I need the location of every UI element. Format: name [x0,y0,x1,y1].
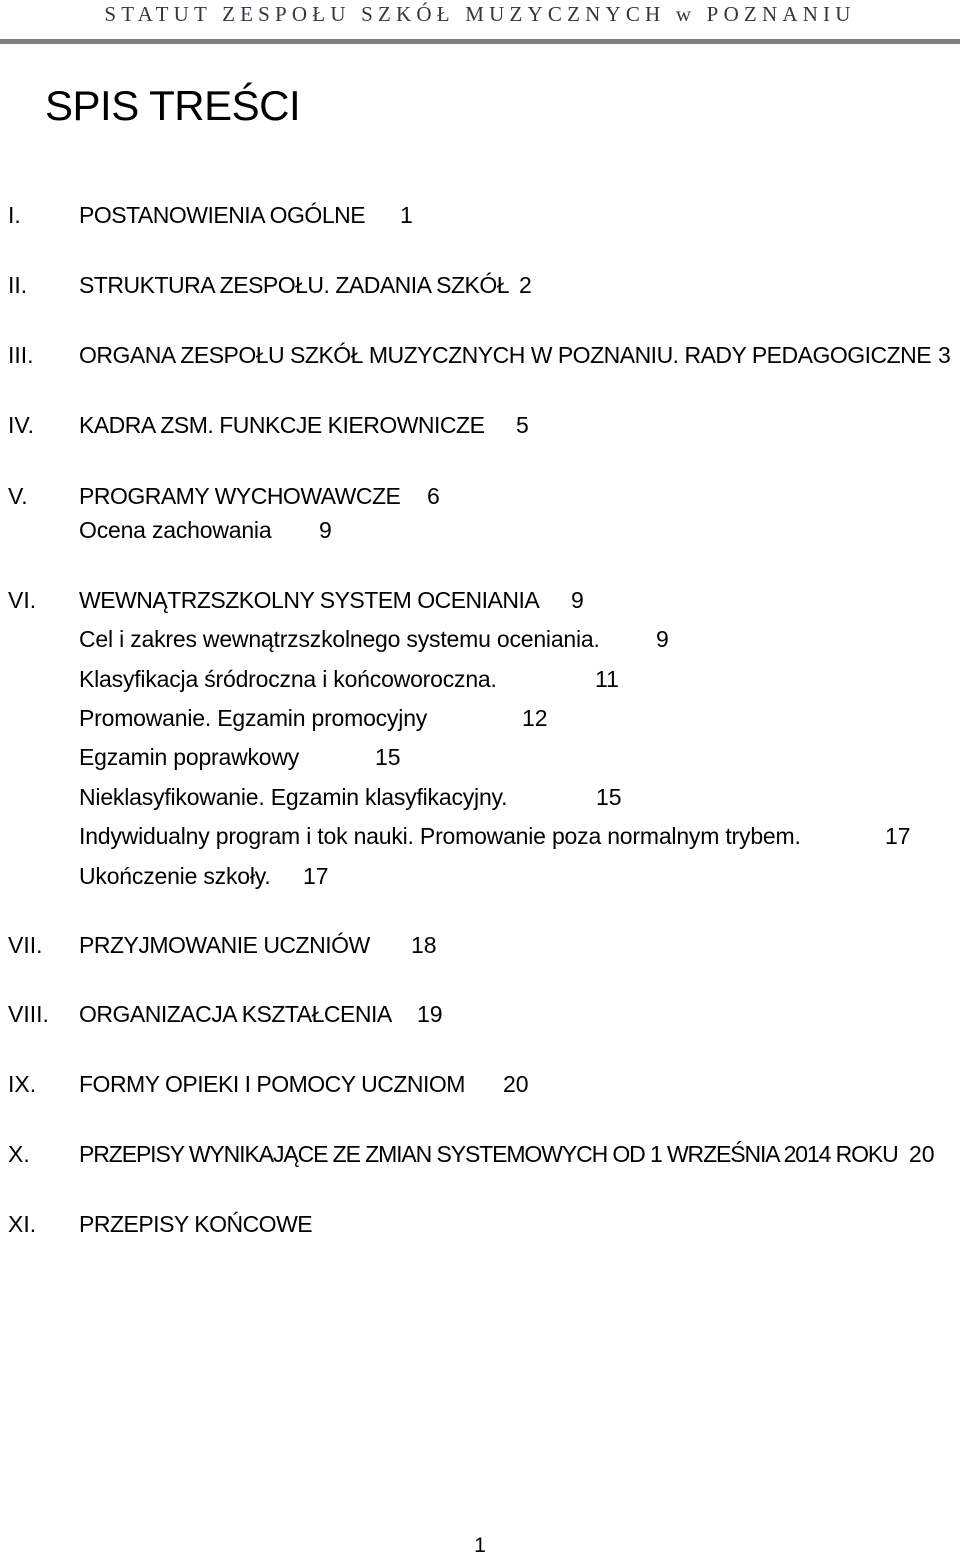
toc-entry-label: FORMY OPIEKI I POMOCY UCZNIOM [79,1071,465,1097]
toc-entry-2[interactable] [0,268,960,302]
toc-entry-label: Indywidualny program i tok nauki. Promowanie poza normalnym trybem. [79,823,801,849]
toc-entry-label: POSTANOWIENIA OGÓLNE [79,202,366,228]
toc-entry-1[interactable] [0,198,960,232]
toc-entry-8[interactable] [0,997,960,1031]
toc-entry-label: ORGANIZACJA KSZTAŁCENIA [79,1001,392,1027]
toc-entry-5[interactable] [0,479,960,513]
toc-entry-page: 6 [427,483,440,509]
running-header: STATUT ZESPOŁU SZKÓŁ MUZYCZNYCH w POZNANIU [104,2,856,26]
toc-entry-page: 9 [656,626,669,652]
toc-entry-label: WEWNĄTRZSZKOLNY SYSTEM OCENIANIA [79,587,540,613]
toc-entry-11[interactable] [0,1207,960,1241]
toc-entry-label: Egzamin poprawkowy [79,744,300,770]
toc-entry-page: 9 [319,517,332,543]
toc-entry-number: III. [8,342,34,368]
toc-entry-page: 20 [909,1141,935,1167]
toc-entry-number: VII. [8,932,43,958]
toc-entry-label: PRZEPISY WYNIKAJĄCE ZE ZMIAN SYSTEMOWYCH OD 1 WRZEŚNIA 2014 ROKU [79,1141,898,1167]
page-title: SPIS TREŚCI [45,82,301,129]
toc-entry-page: 20 [503,1071,529,1097]
toc-entry-4[interactable] [0,408,960,442]
toc-entry-number: IV. [8,412,35,438]
toc-subentry-klasyfikacja[interactable] [0,662,960,696]
toc-entry-page: 12 [522,705,548,731]
toc-entry-page: 18 [411,932,437,958]
toc-subentry-ukonczenie-szkoly[interactable] [0,859,960,893]
toc-entry-page: 11 [595,666,619,692]
toc-entry-number: V. [8,483,28,509]
toc-entry-page: 2 [519,272,532,298]
toc-entry-page: 17 [303,863,329,889]
toc-entry-page: 17 [885,823,911,849]
toc-entry-6[interactable] [0,583,960,617]
toc-subentry-indywidualny-program[interactable] [0,819,960,853]
toc-entry-page: 9 [571,587,584,613]
header-rule [0,39,960,44]
toc-entry-label: Ocena zachowania [79,517,272,543]
toc-subentry-cel-i-zakres[interactable] [0,622,960,656]
toc-entry-number: VIII. [8,1001,49,1027]
toc-subentry-promowanie[interactable] [0,701,960,735]
toc-entry-page: 19 [417,1001,443,1027]
toc-entry-label: STRUKTURA ZESPOŁU. ZADANIA SZKÓŁ [79,272,510,298]
toc-entry-number: X. [8,1141,30,1167]
toc-entry-page: 3 [938,342,951,368]
toc-entry-page: 15 [375,744,401,770]
toc-entry-7[interactable] [0,928,960,962]
toc-entry-page: 1 [400,202,413,228]
toc-entry-label: KADRA ZSM. FUNKCJE KIEROWNICZE [79,412,485,438]
toc-entry-number: IX. [8,1071,37,1097]
toc-subentry-nieklasyfikowanie[interactable] [0,780,960,814]
toc-entry-label: Klasyfikacja śródroczna i końcoworoczna. [79,666,497,692]
toc-entry-page: 15 [596,784,622,810]
toc-entry-label: Promowanie. Egzamin promocyjny [79,705,428,731]
toc-entry-label: PRZYJMOWANIE UCZNIÓW [79,932,370,958]
toc-entry-label: ORGANA ZESPOŁU SZKÓŁ MUZYCZNYCH W POZNANIU. RADY PEDAGOGICZNE [79,342,932,368]
toc-entry-number: VI. [8,587,37,613]
toc-entry-number: I. [8,202,21,228]
toc-subentry-ocena-zachowania[interactable] [0,513,960,547]
toc-entry-label: PROGRAMY WYCHOWAWCZE [79,483,401,509]
toc-entry-number: XI. [8,1211,37,1237]
toc-entry-label: PRZEPISY KOŃCOWE [79,1211,313,1237]
toc-entry-label: Nieklasyfikowanie. Egzamin klasyfikacyjny. [79,784,508,810]
toc-entry-9[interactable] [0,1067,960,1101]
toc-entry-10[interactable] [0,1137,960,1171]
toc-entry-number: II. [8,272,28,298]
page-number: 1 [474,1534,486,1557]
toc-entry-label: Cel i zakres wewnątrzszkolnego systemu oceniania. [79,626,600,652]
toc-subentry-egzamin-poprawkowy[interactable] [0,740,960,774]
toc-entry-label: Ukończenie szkoły. [79,863,271,889]
toc-entry-page: 5 [516,412,529,438]
toc-entry-3[interactable] [0,338,960,372]
